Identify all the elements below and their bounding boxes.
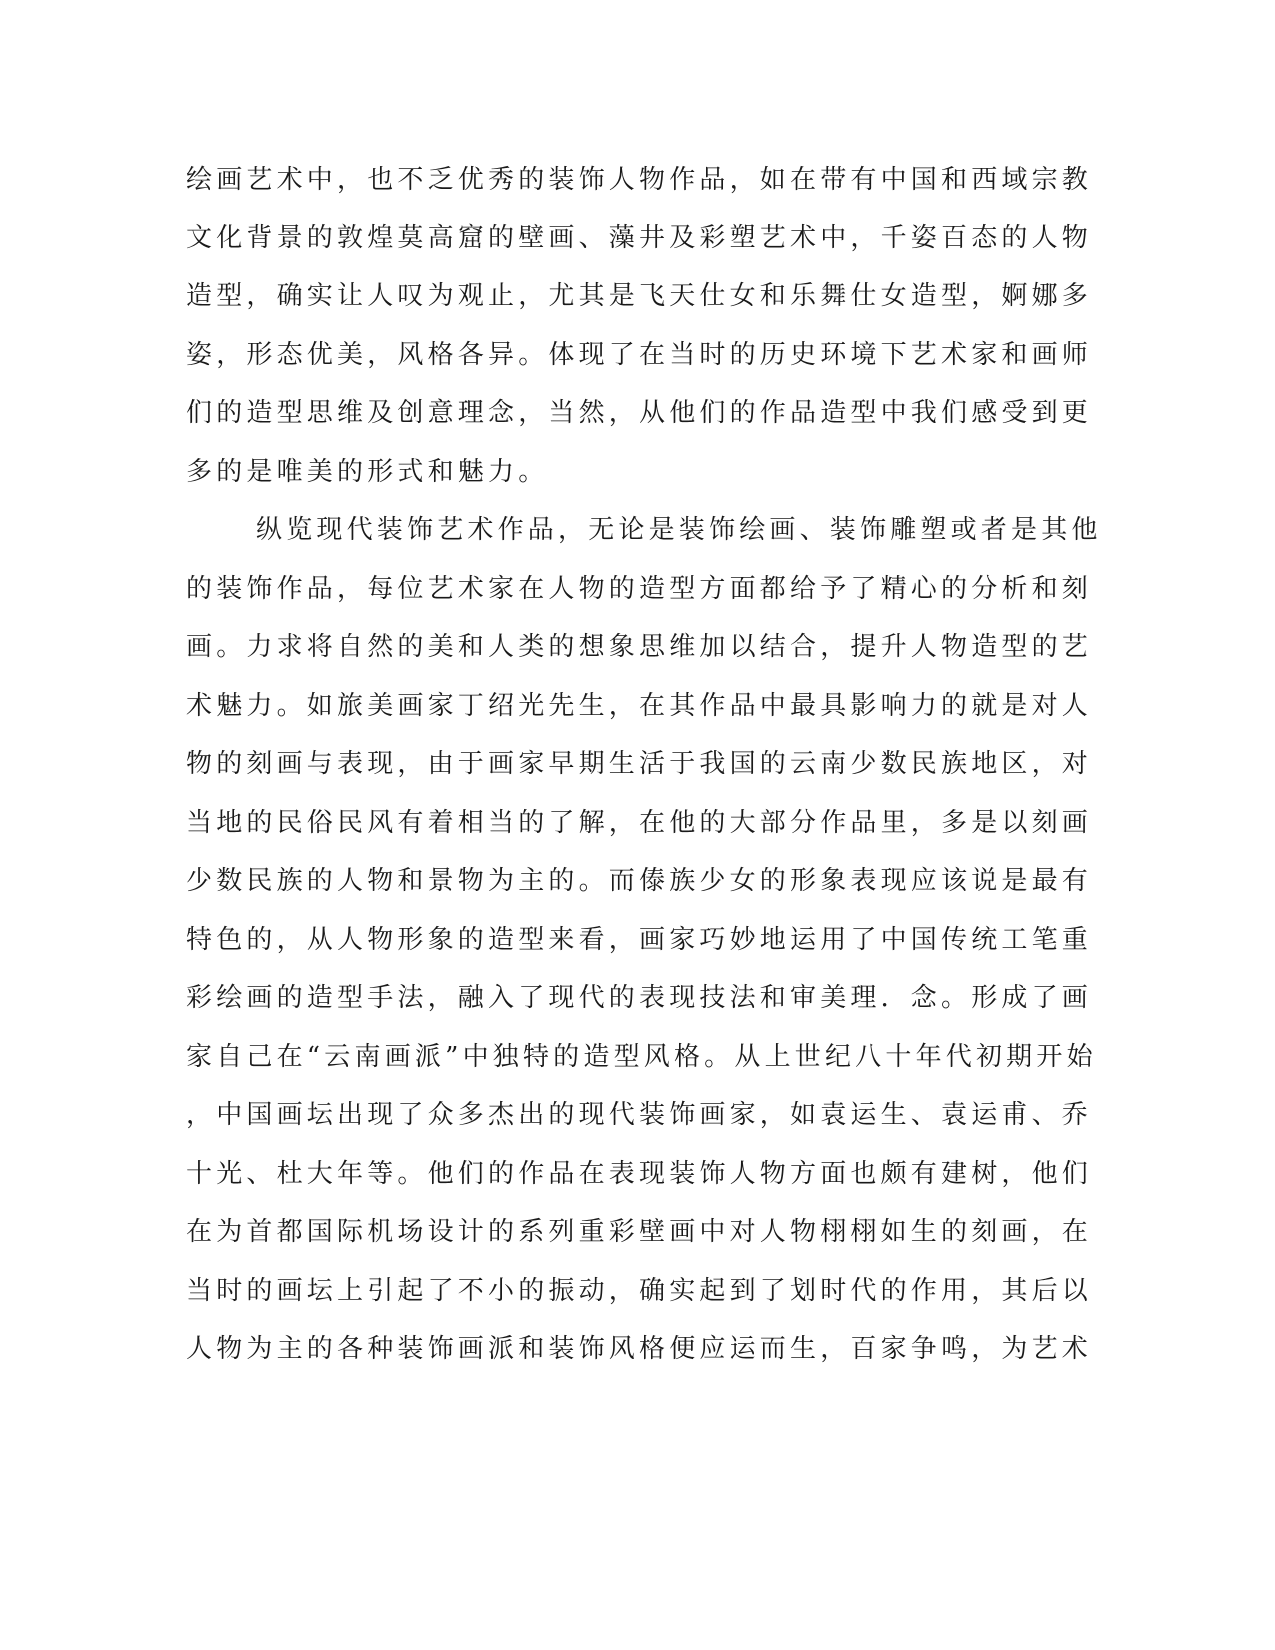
text-line: 多的是唯美的形式和魅力。	[186, 457, 549, 487]
text-line: 画。力求将自然的美和人类的想象思维加以结合，提升人物造型的艺	[186, 632, 1093, 662]
text-line: 绘画艺术中，也不乏优秀的装饰人物作品，如在带有中国和西域宗教	[186, 165, 1093, 195]
text-line: 十光、杜大年等。他们的作品在表现装饰人物方面也颇有建树，他们	[186, 1159, 1093, 1189]
text-line: ，中国画坛出现了众多杰出的现代装饰画家，如袁运生、袁运甫、乔	[186, 1100, 1093, 1130]
text-line: 家自己在“云南画派”中独特的造型风格。从上世纪八十年代初期开始	[186, 1042, 1097, 1072]
text-line: 当时的画坛上引起了不小的振动，确实起到了划时代的作用，其后以	[186, 1276, 1093, 1306]
text-line: 的装饰作品，每位艺术家在人物的造型方面都给予了精心的分析和刻	[186, 574, 1093, 604]
text-line: 术魅力。如旅美画家丁绍光先生，在其作品中最具影响力的就是对人	[186, 691, 1093, 721]
text-line: 人物为主的各种装饰画派和装饰风格便应运而生，百家争鸣，为艺术	[186, 1334, 1093, 1364]
text-line: 文化背景的敦煌莫高窟的壁画、藻井及彩塑艺术中，千姿百态的人物	[186, 223, 1093, 253]
text-line: 物的刻画与表现，由于画家早期生活于我国的云南少数民族地区，对	[186, 749, 1093, 779]
text-line: 当地的民俗民风有着相当的了解，在他的大部分作品里，多是以刻画	[186, 808, 1093, 838]
text-line: 在为首都国际机场设计的系列重彩壁画中对人物栩栩如生的刻画，在	[186, 1217, 1093, 1247]
text-line: 少数民族的人物和景物为主的。而傣族少女的形象表现应该说是最有	[186, 866, 1093, 896]
text-line: 造型，确实让人叹为观止，尤其是飞天仕女和乐舞仕女造型，婀娜多	[186, 281, 1093, 311]
text-line: 们的造型思维及创意理念，当然，从他们的作品造型中我们感受到更	[186, 398, 1093, 428]
text-line: 姿，形态优美，风格各异。体现了在当时的历史环境下艺术家和画师	[186, 340, 1093, 370]
text-line: 彩绘画的造型手法，融入了现代的表现技法和审美理．念。形成了画	[186, 983, 1093, 1013]
paragraph-first-line: 纵览现代装饰艺术作品，无论是装饰绘画、装饰雕塑或者是其他	[256, 515, 1102, 545]
text-line: 特色的，从人物形象的造型来看，画家巧妙地运用了中国传统工笔重	[186, 925, 1093, 955]
